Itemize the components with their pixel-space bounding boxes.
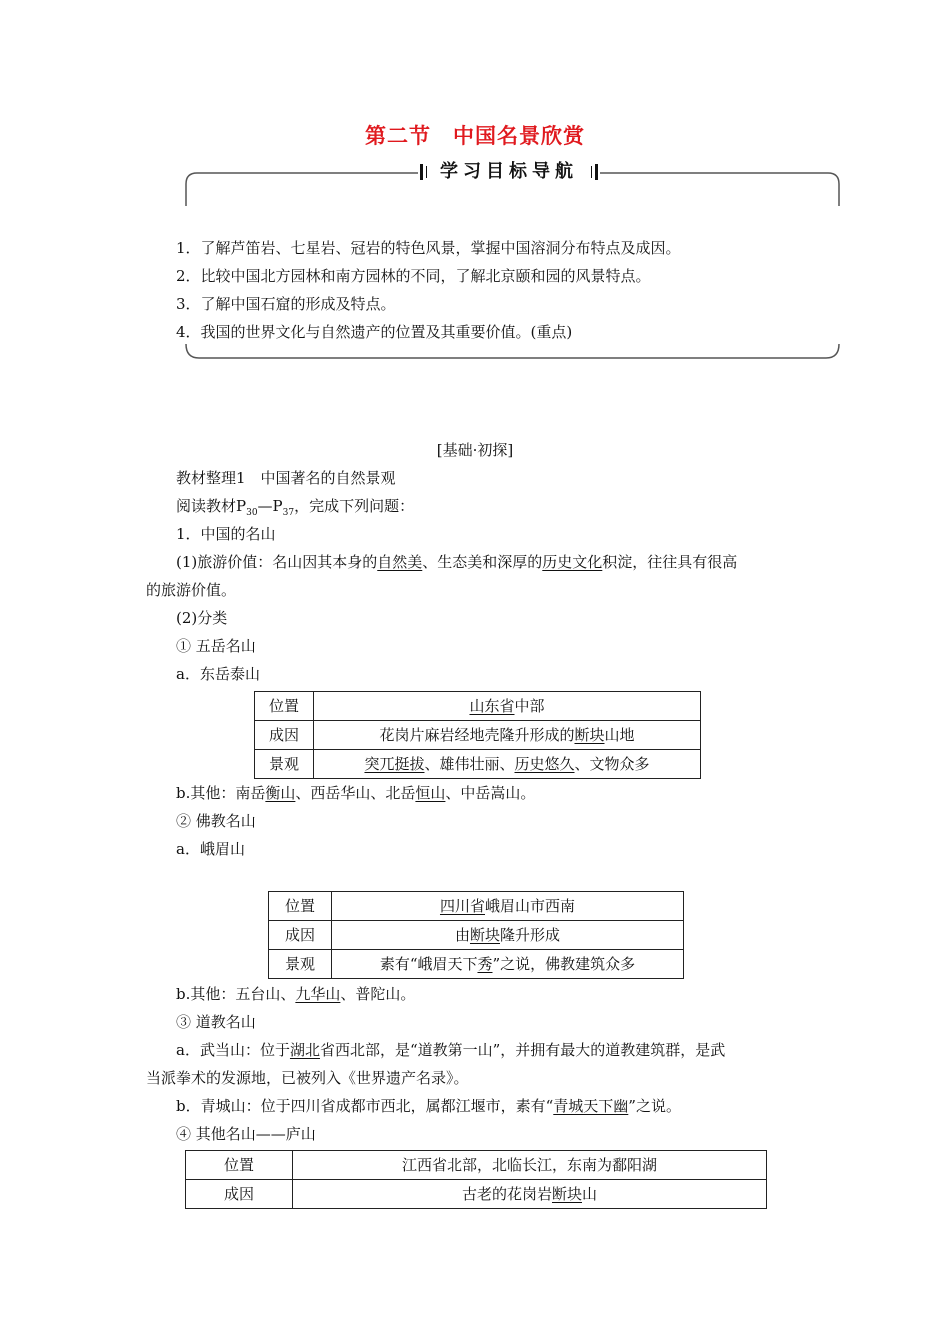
table-row: 位置 四川省峨眉山市西南 [269,892,684,921]
item-emei: a．峨眉山 [176,840,245,858]
table-row: 位置 山东省中部 [255,692,701,721]
table-row: 景观 突兀挺拔、雄伟壮丽、历史悠久、文物众多 [255,750,701,779]
item-qingcheng: b．青城山：位于四川省成都市西北，属都江堰市，素有“青城天下幽”之说。 [176,1097,681,1115]
item-taishan: a．东岳泰山 [176,665,260,683]
category-wuyue: ① 五岳名山 [176,637,256,655]
goals-label-text: 学习目标导航 [440,161,578,182]
table-row: 成因 花岗片麻岩经地壳隆升形成的断块山地 [255,721,701,750]
table-emei [268,891,684,979]
other-buddhist: b.其他：五台山、九华山、普陀山。 [176,985,416,1003]
table-row: 成因 由断块隆升形成 [269,921,684,950]
goal-item: 1．了解芦笛岩、七星岩、冠岩的特色风景，掌握中国溶洞分布特点及成因。 [176,239,681,257]
goal-item: 4．我国的世界文化与自然遗产的位置及其重要价值。(重点) [176,323,573,341]
table-lushan [185,1150,767,1209]
heading-mountains: 1．中国的名山 [176,525,276,543]
table-row: 位置 江西省北部，北临长江，东南为鄱阳湖 [186,1151,767,1180]
table-taishan [254,691,701,779]
goal-item: 3．了解中国石窟的形成及特点。 [176,295,396,313]
goal-item: 2．比较中国北方园林和南方园林的不同，了解北京颐和园的风景特点。 [176,267,651,285]
item-wudang: a．武当山：位于湖北省西北部，是“道教第一山”，并拥有最大的道教建筑群，是武 [176,1041,726,1059]
paragraph-value-cont: 的旅游价值。 [146,581,237,599]
other-wuyue: b.其他：南岳衡山、西岳华山、北岳恒山、中岳嵩山。 [176,784,536,802]
category-buddhist: ② 佛教名山 [176,812,256,830]
category-taoist: ③ 道教名山 [176,1013,256,1031]
paragraph-value: (1)旅游价值：名山因其本身的自然美、生态美和深厚的历史文化积淀，往往具有很高 [176,553,738,571]
heading-classification: (2)分类 [176,609,228,627]
table-row: 景观 素有“峨眉天下秀”之说，佛教建筑众多 [269,950,684,979]
section-tag: [基础·初探] [436,441,514,459]
category-other: ④ 其他名山——庐山 [176,1125,316,1143]
reading-instruction: 阅读教材$P_{30}—P_{37}$，完成下列问题： [176,497,415,518]
topic-heading: 教材整理1 中国著名的自然景观 [176,469,396,487]
item-wudang-cont: 当派拳术的发源地，已被列入《世界遗产名录》。 [146,1069,469,1087]
page-title: 第二节 中国名景欣赏 [365,124,585,148]
goals-label [418,158,600,186]
table-row: 成因 古老的花岗岩断块山 [186,1180,767,1209]
